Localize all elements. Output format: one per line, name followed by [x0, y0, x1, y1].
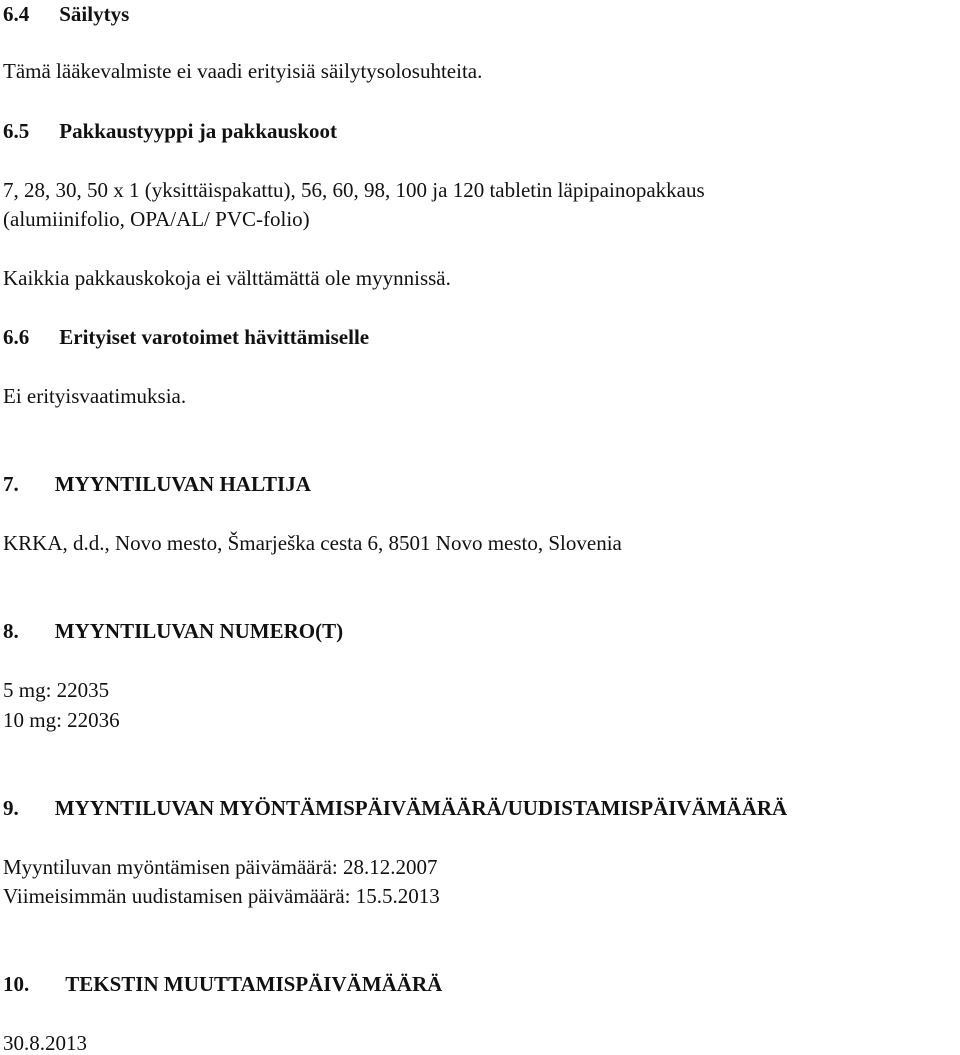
storage-text: Tämä lääkevalmiste ei vaadi erityisiä säilytysolosuhteita. [3, 59, 483, 83]
section-8-heading [3, 619, 343, 643]
section-number: 6.4 [3, 2, 30, 26]
section-number: 9. [3, 796, 19, 820]
authorisation-number-5mg: 5 mg: 22035 [3, 678, 110, 702]
section-7-heading [3, 472, 311, 496]
section-6-4-heading [3, 2, 129, 26]
section-number: 7. [3, 472, 19, 496]
first-authorisation-date: Myyntiluvan myöntämisen päivämäärä: 28.12.2007 [3, 855, 438, 879]
pack-sizes-text-line-1: 7, 28, 30, 50 x 1 (yksittäispakattu), 56, 60, 98, 100 ja 120 tabletin läpipainopakkaus [3, 178, 705, 202]
section-number: 6.5 [3, 119, 30, 143]
latest-renewal-date: Viimeisimmän uudistamisen päivämäärä: 15.5.2013 [3, 884, 440, 908]
section-title: MYYNTILUVAN MYÖNTÄMISPÄIVÄMÄÄRÄ/UUDISTAMISPÄIVÄMÄÄRÄ [54, 796, 788, 820]
pack-sizes-text-line-2: (alumiinifolio, OPA/AL/ PVC-folio) [3, 207, 310, 231]
section-title: TEKSTIN MUUTTAMISPÄIVÄMÄÄRÄ [65, 972, 443, 996]
section-number: 10. [3, 972, 30, 996]
section-title: MYYNTILUVAN HALTIJA [54, 472, 311, 496]
section-9-heading [3, 796, 787, 820]
section-6-5-heading [3, 119, 337, 143]
authorisation-number-10mg: 10 mg: 22036 [3, 708, 120, 732]
disposal-text: Ei erityisvaatimuksia. [3, 384, 187, 408]
section-title: Erityiset varotoimet hävittämiselle [59, 325, 370, 349]
section-6-6-heading [3, 325, 369, 349]
marketing-holder-text: KRKA, d.d., Novo mesto, Šmarješka cesta 6, 8501 Novo mesto, Slovenia [3, 531, 622, 555]
section-title: Säilytys [59, 2, 130, 26]
section-number: 6.6 [3, 325, 30, 349]
pack-availability-text: Kaikkia pakkauskokoja ei välttämättä ole myynnissä. [3, 266, 451, 290]
section-10-heading [3, 972, 442, 996]
section-title: Pakkaustyyppi ja pakkauskoot [59, 119, 338, 143]
section-number: 8. [3, 619, 19, 643]
section-title: MYYNTILUVAN NUMERO(T) [54, 619, 344, 643]
revision-date: 30.8.2013 [3, 1031, 87, 1055]
